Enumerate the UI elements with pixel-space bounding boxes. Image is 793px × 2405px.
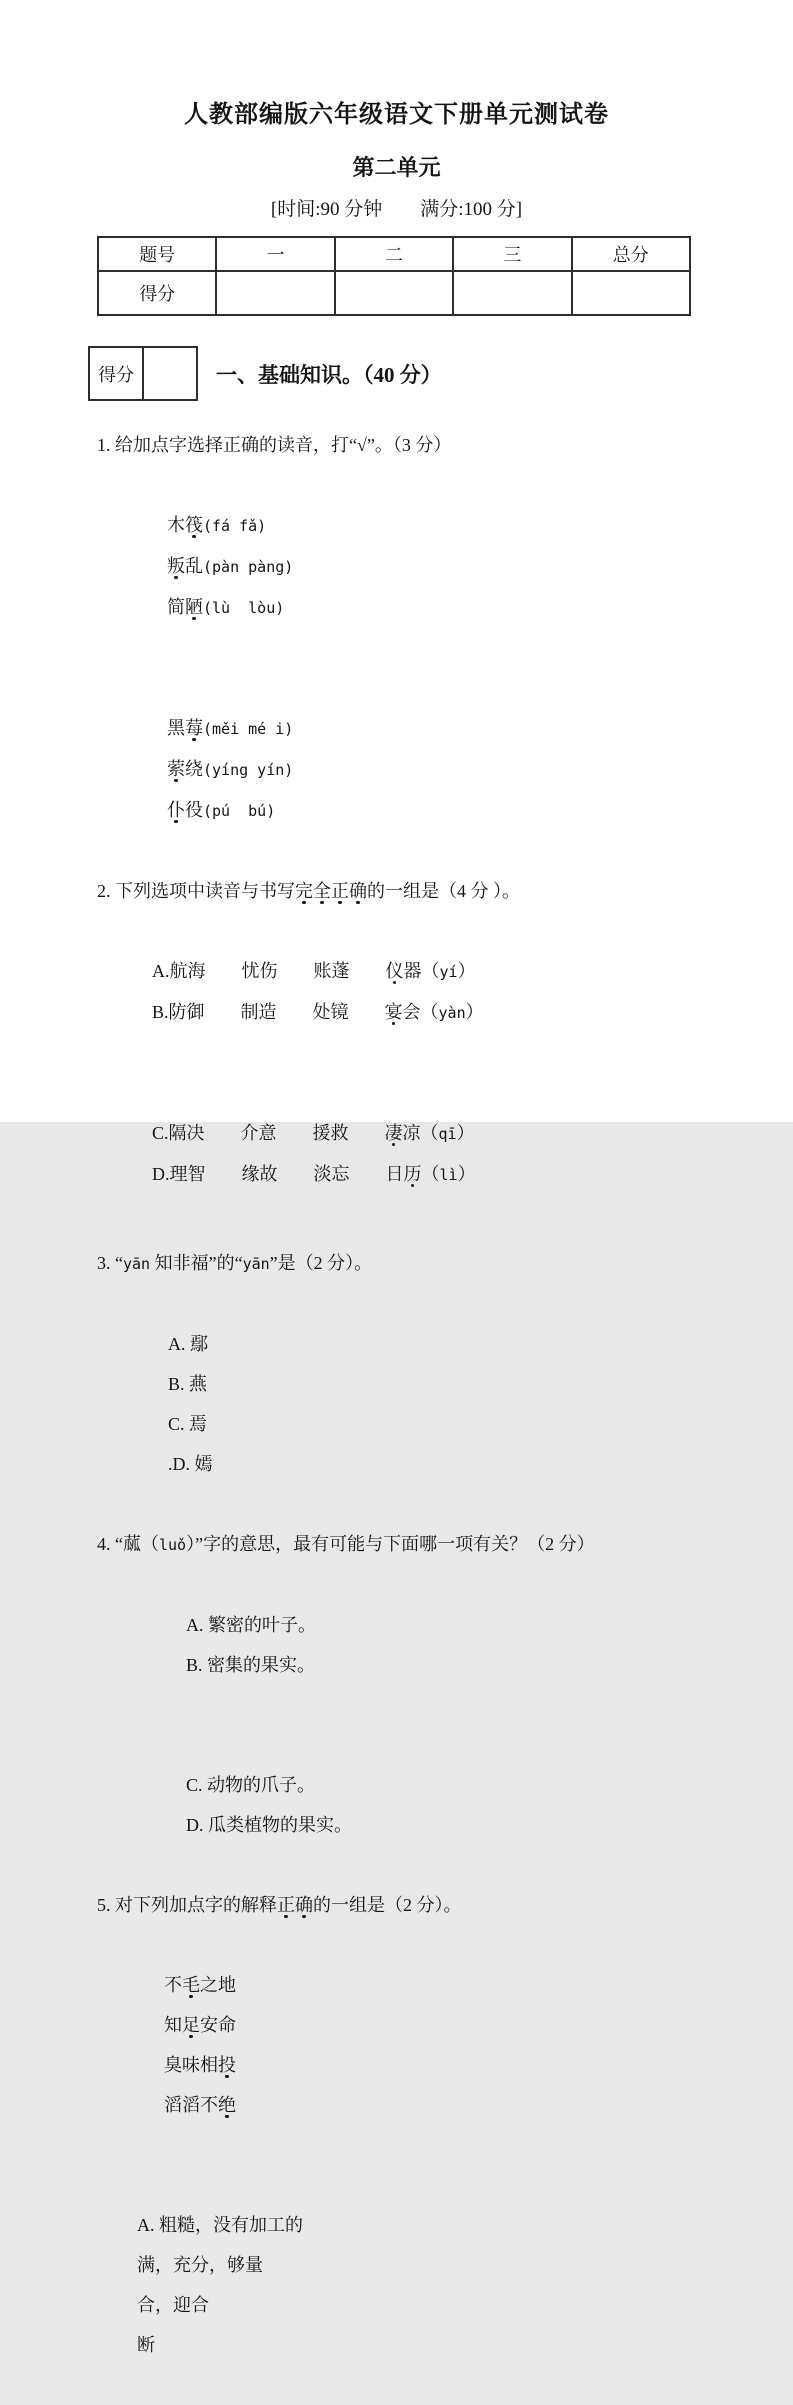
text-segment: yí — [439, 963, 458, 981]
page-title: 人教部编版六年级语文下册单元测试卷 — [184, 102, 609, 128]
text-segment: ） — [456, 1123, 475, 1143]
text-segment: B. 密集的果实。 — [186, 1655, 316, 1675]
question-2-option-d — [152, 1154, 476, 1195]
text-segment: 木 — [167, 515, 185, 535]
text-segment: 乱 — [185, 556, 203, 576]
section-1-title: 一、基础知识。（40 分） — [216, 362, 442, 387]
text-segment: D. 瓜类植物的果实。 — [186, 1815, 352, 1835]
emphasis-dotted-char: 仆 — [167, 800, 185, 820]
text-segment: A. 繁密的叶子。 — [186, 1615, 316, 1635]
emphasis-dotted-char: 凄 — [384, 1123, 403, 1143]
text-segment: 黑 — [167, 718, 185, 738]
text-segment: 合，迎合 — [137, 2295, 209, 2315]
question-3-option-b — [168, 1364, 282, 1404]
emphasis-dotted-char: 确 — [295, 1895, 313, 1915]
text-segment: D.理智 缘故 淡忘 日 — [152, 1164, 404, 1184]
text-segment: yàn — [438, 1004, 466, 1022]
question-3-options — [141, 1284, 694, 1524]
emphasis-dotted-char: 足 — [182, 2015, 200, 2035]
text-segment: ”是（2 分）。 — [269, 1253, 373, 1273]
question-1-words-row-1 — [140, 465, 694, 668]
question-3-option-d — [168, 1444, 213, 1484]
question-1-word-5 — [167, 749, 332, 790]
emphasis-dotted-char: 确 — [349, 881, 367, 901]
question-5-idiom-4 — [164, 2085, 236, 2125]
score-cell-section-3 — [453, 271, 571, 315]
emphasis-dotted-char: 历 — [403, 1164, 422, 1184]
question-5-option-a-part-2 — [137, 2245, 263, 2285]
question-2-option-c — [152, 1113, 504, 1154]
question-4-options-ab — [159, 1565, 694, 1725]
emphasis-dotted-char: 完 — [295, 881, 313, 901]
question-3-stem — [97, 1243, 694, 1284]
paper-content — [97, 236, 694, 2405]
emphasis-dotted-char: 叛 — [167, 556, 185, 576]
score-table-header-section-2: 二 — [335, 237, 453, 271]
text-segment: yān — [123, 1255, 151, 1273]
text-segment: 简 — [167, 597, 185, 617]
section-1-score-box — [88, 346, 198, 401]
text-segment: 之地 — [200, 1975, 236, 1995]
text-segment: C. 焉 — [168, 1414, 208, 1434]
unit-subtitle: 第二单元 — [352, 155, 441, 180]
score-table-header-question-no: 题号 — [98, 237, 216, 271]
text-segment: (yíng yín) — [203, 761, 294, 779]
emphasis-dotted-char: 萦 — [167, 759, 185, 779]
text-segment: .D. 嫣 — [168, 1454, 213, 1474]
text-segment: C. 动物的爪子。 — [186, 1775, 316, 1795]
question-4-options-cd — [159, 1725, 694, 1885]
score-table-header-row — [98, 237, 690, 271]
text-segment: B.防御 制造 处镜 — [152, 1002, 385, 1022]
text-segment: 1. 给加点字选择正确的读音，打“√”。（3 分） — [97, 435, 452, 455]
score-row-label: 得分 — [98, 271, 216, 315]
text-segment: B. 燕 — [168, 1374, 208, 1394]
text-segment: A. 粗糙，没有加工的 — [137, 2215, 303, 2235]
text-segment: C.隔决 介意 援救 — [152, 1123, 385, 1143]
question-5-idiom-1 — [164, 1965, 286, 2005]
text-segment: 器（ — [403, 961, 440, 981]
text-segment: （ — [421, 1164, 440, 1184]
text-segment: ） — [457, 961, 476, 981]
question-5-stem — [97, 1885, 694, 1925]
question-1-word-3 — [167, 587, 284, 628]
question-2-stem — [97, 871, 694, 911]
section-1-header — [88, 346, 694, 401]
score-cell-section-1 — [216, 271, 334, 315]
question-2-option-b — [152, 992, 484, 1033]
emphasis-dotted-char: 正 — [277, 1895, 295, 1915]
emphasis-dotted-char: 毛 — [182, 1975, 200, 1995]
question-4-option-b — [186, 1645, 315, 1685]
text-segment: 4. “蓏（ — [97, 1534, 159, 1554]
emphasis-dotted-char: 绝 — [218, 2095, 236, 2115]
text-segment: (lù lòu) — [203, 599, 285, 617]
text-segment: 的一组是（4 分 ）。 — [367, 881, 520, 901]
emphasis-dotted-char: 宴 — [384, 1002, 403, 1022]
question-5-option-a-part-1 — [137, 2205, 313, 2245]
text-segment: 役 — [185, 800, 203, 820]
text-segment: A.航海 忧伤 账蓬 — [152, 961, 386, 981]
question-2-options-cd — [125, 1073, 694, 1235]
score-table-header-section-1: 一 — [216, 237, 334, 271]
question-5-option-a-part-4 — [137, 2325, 155, 2365]
emphasis-dotted-char: 莓 — [185, 718, 203, 738]
emphasis-dotted-char: 投 — [218, 2055, 236, 2075]
question-5-idiom-3 — [164, 2045, 279, 2085]
question-5-idioms — [137, 1925, 694, 2165]
question-1-words-row-2 — [140, 668, 694, 871]
question-4-stem — [97, 1524, 694, 1565]
text-segment: 3. “ — [97, 1253, 123, 1273]
question-1-word-6 — [167, 790, 275, 831]
text-segment: 知非福”的“ — [150, 1253, 243, 1273]
question-4-option-c — [186, 1765, 334, 1805]
text-segment: 断 — [137, 2335, 155, 2355]
question-5-idiom-2 — [164, 2005, 276, 2045]
score-table-header-total: 总分 — [572, 237, 690, 271]
text-segment: 滔滔不 — [164, 2095, 218, 2115]
text-segment: (fá fǎ) — [203, 517, 267, 535]
question-5-option-a-row — [110, 2165, 694, 2405]
emphasis-dotted-char: 仪 — [385, 961, 404, 981]
text-segment: 臭味相 — [164, 2055, 218, 2075]
text-segment: 凉（ — [402, 1123, 439, 1143]
text-segment: qī — [438, 1125, 457, 1143]
text-segment: ） — [457, 1164, 476, 1184]
text-segment: (pú bú) — [203, 802, 276, 820]
question-1-word-1 — [167, 505, 327, 546]
text-segment: lì — [439, 1166, 458, 1184]
text-segment: yān — [242, 1255, 270, 1273]
score-box-label: 得分 — [89, 347, 143, 400]
score-cell-total — [572, 271, 690, 315]
emphasis-dotted-char: 筏 — [185, 515, 203, 535]
text-segment: 不 — [164, 1975, 182, 1995]
emphasis-dotted-char: 全 — [313, 881, 331, 901]
text-segment: 5. 对下列加点字的解释 — [97, 1895, 277, 1915]
text-segment: ） — [465, 1002, 484, 1022]
score-table-header-section-3: 三 — [453, 237, 571, 271]
question-1-word-4 — [167, 708, 327, 749]
question-4-option-a — [186, 1605, 334, 1645]
emphasis-dotted-char: 陋 — [185, 597, 203, 617]
question-3-option-a — [168, 1324, 282, 1364]
question-4-option-d — [186, 1805, 352, 1845]
score-cell-section-2 — [335, 271, 453, 315]
text-segment: 安命 — [200, 2015, 236, 2035]
score-box-value-cell — [143, 347, 197, 400]
score-table-score-row — [98, 271, 690, 315]
score-summary-table — [97, 236, 691, 316]
text-segment: 会（ — [402, 1002, 439, 1022]
question-2-option-a — [152, 951, 504, 992]
text-segment: 绕 — [185, 759, 203, 779]
exam-time-score-info: [时间:90 分钟 满分:100 分] — [270, 199, 523, 220]
text-segment: (měi mé i) — [203, 720, 294, 738]
text-segment: 知 — [164, 2015, 182, 2035]
question-1-word-2 — [167, 546, 332, 587]
question-2-options-ab — [125, 911, 694, 1073]
emphasis-dotted-char: 正 — [331, 881, 349, 901]
question-1-stem — [97, 425, 694, 465]
text-segment: A. 鄢 — [168, 1334, 208, 1354]
text-segment: 满，充分，够量 — [137, 2255, 263, 2275]
text-segment: luǒ — [159, 1536, 187, 1554]
text-segment: (pàn pàng) — [203, 558, 294, 576]
question-3-option-c — [168, 1404, 282, 1444]
question-5-option-a-part-3 — [137, 2285, 262, 2325]
text-segment: 2. 下列选项中读音与书写 — [97, 881, 295, 901]
text-segment: 的一组是（2 分）。 — [313, 1895, 462, 1915]
text-segment: ）”字的意思，最有可能与下面哪一项有关？（2 分） — [186, 1534, 595, 1554]
